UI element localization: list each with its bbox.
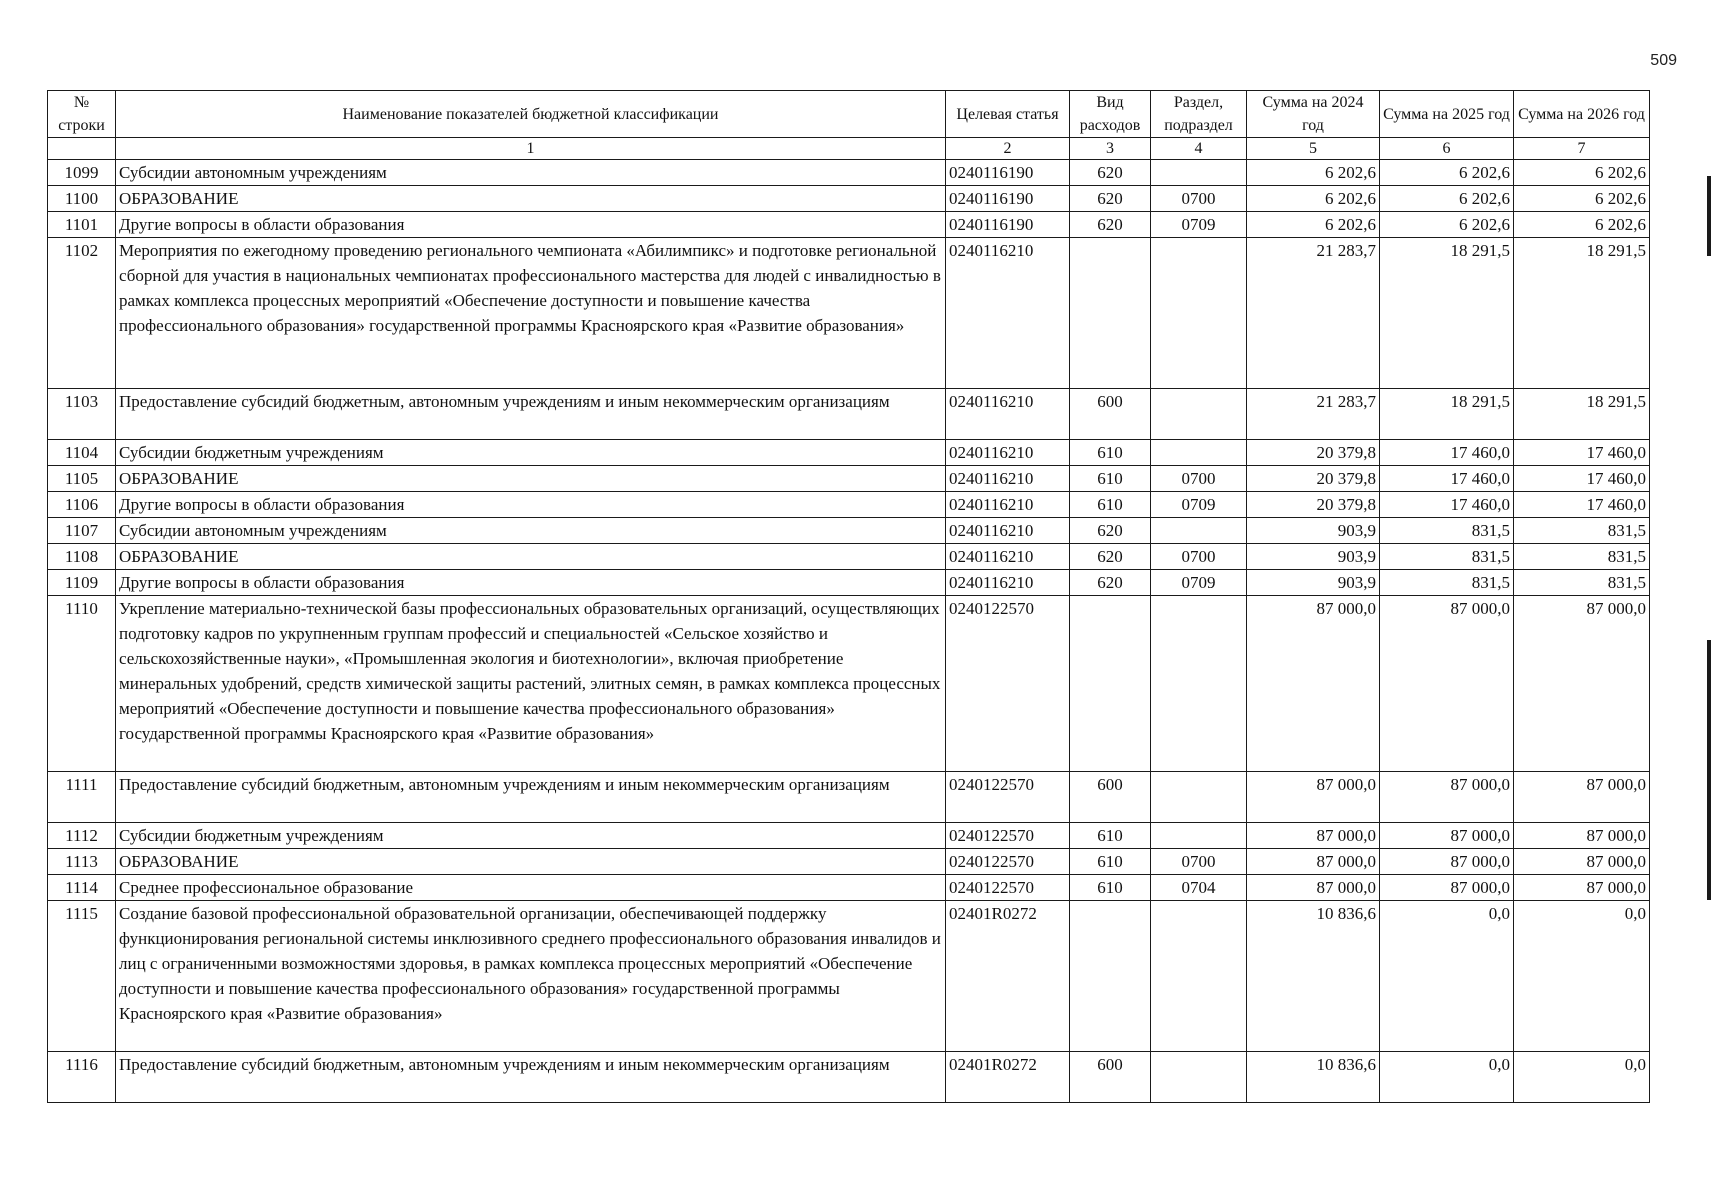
target-article: 0240122570	[946, 596, 1070, 772]
sum-2026: 87 000,0	[1514, 596, 1650, 772]
indicator-name: ОБРАЗОВАНИЕ	[116, 544, 946, 570]
indicator-name: Создание базовой профессиональной образовательной организации, обеспечивающей поддержку функционирования региональной системы инклюзивного среднего профессионального образования инвалидов и лиц с ограниченными возможностями здоровья, в рамках комплекса процессных мероприятий «Обеспечение доступности и повышение качества профессионального образования» государственной программы Красноярского края «Развитие образования»	[116, 901, 946, 1052]
section-subsection: 0704	[1151, 875, 1247, 901]
column-number: 1	[116, 138, 946, 160]
sum-2025: 831,5	[1380, 518, 1514, 544]
section-subsection: 0700	[1151, 186, 1247, 212]
row-number: 1106	[48, 492, 116, 518]
indicator-name: ОБРАЗОВАНИЕ	[116, 186, 946, 212]
header-row	[48, 91, 1650, 138]
section-subsection	[1151, 160, 1247, 186]
row-number: 1099	[48, 160, 116, 186]
table-row	[48, 823, 1650, 849]
sum-2024: 20 379,8	[1247, 440, 1380, 466]
row-number: 1115	[48, 901, 116, 1052]
section-subsection	[1151, 596, 1247, 772]
row-number: 1109	[48, 570, 116, 596]
sum-2024: 6 202,6	[1247, 212, 1380, 238]
target-article: 0240122570	[946, 823, 1070, 849]
sum-2026: 18 291,5	[1514, 389, 1650, 440]
sum-2024: 903,9	[1247, 518, 1380, 544]
indicator-name: Субсидии автономным учреждениям	[116, 518, 946, 544]
sum-2026: 6 202,6	[1514, 212, 1650, 238]
sum-2026: 0,0	[1514, 901, 1650, 1052]
table-row	[48, 596, 1650, 772]
indicator-name: Другие вопросы в области образования	[116, 570, 946, 596]
sum-2025: 18 291,5	[1380, 389, 1514, 440]
sum-2025: 87 000,0	[1380, 823, 1514, 849]
section-subsection: 0709	[1151, 570, 1247, 596]
sum-2024: 20 379,8	[1247, 492, 1380, 518]
table-row	[48, 544, 1650, 570]
column-number: 4	[1151, 138, 1247, 160]
column-number: 7	[1514, 138, 1650, 160]
sum-2026: 87 000,0	[1514, 823, 1650, 849]
target-article: 0240122570	[946, 849, 1070, 875]
target-article: 02401R0272	[946, 901, 1070, 1052]
page-number: 509	[1650, 52, 1677, 69]
sum-2025: 17 460,0	[1380, 492, 1514, 518]
header-name: Наименование показателей бюджетной классификации	[116, 91, 946, 138]
sum-2024: 903,9	[1247, 570, 1380, 596]
section-subsection: 0709	[1151, 212, 1247, 238]
target-article: 0240116210	[946, 492, 1070, 518]
target-article: 0240116190	[946, 212, 1070, 238]
expense-type: 620	[1070, 570, 1151, 596]
table-row	[48, 238, 1650, 389]
table-row	[48, 875, 1650, 901]
sum-2026: 18 291,5	[1514, 238, 1650, 389]
table-row	[48, 440, 1650, 466]
sum-2026: 831,5	[1514, 518, 1650, 544]
row-number: 1114	[48, 875, 116, 901]
column-number-blank	[48, 138, 116, 160]
row-number: 1102	[48, 238, 116, 389]
section-subsection	[1151, 518, 1247, 544]
header-target: Целевая статья	[946, 91, 1070, 138]
sum-2025: 6 202,6	[1380, 186, 1514, 212]
table-body	[48, 160, 1650, 1103]
sum-2025: 17 460,0	[1380, 466, 1514, 492]
target-article: 0240116210	[946, 544, 1070, 570]
sum-2024: 6 202,6	[1247, 186, 1380, 212]
indicator-name: Мероприятия по ежегодному проведению регионального чемпионата «Абилимпикс» и подготовке региональной сборной для участия в национальных чемпионатах профессионального мастерства для людей с инвалидностью в рамках комплекса процессных мероприятий «Обеспечение доступности и повышение качества профессионального образования» государственной программы Красноярского края «Развитие образования»	[116, 238, 946, 389]
sum-2024: 6 202,6	[1247, 160, 1380, 186]
section-subsection	[1151, 823, 1247, 849]
sum-2026: 17 460,0	[1514, 492, 1650, 518]
section-subsection: 0700	[1151, 849, 1247, 875]
table-row	[48, 160, 1650, 186]
section-subsection	[1151, 389, 1247, 440]
section-subsection: 0709	[1151, 492, 1247, 518]
row-number: 1112	[48, 823, 116, 849]
section-subsection	[1151, 901, 1247, 1052]
target-article: 0240116210	[946, 238, 1070, 389]
table-row	[48, 186, 1650, 212]
sum-2025: 0,0	[1380, 901, 1514, 1052]
indicator-name: Субсидии бюджетным учреждениям	[116, 823, 946, 849]
expense-type	[1070, 596, 1151, 772]
sum-2024: 87 000,0	[1247, 596, 1380, 772]
column-number: 6	[1380, 138, 1514, 160]
column-number: 2	[946, 138, 1070, 160]
sum-2026: 6 202,6	[1514, 160, 1650, 186]
table-row	[48, 570, 1650, 596]
indicator-name: ОБРАЗОВАНИЕ	[116, 849, 946, 875]
target-article: 0240116210	[946, 466, 1070, 492]
sum-2025: 18 291,5	[1380, 238, 1514, 389]
sum-2026: 831,5	[1514, 544, 1650, 570]
indicator-name: Среднее профессиональное образование	[116, 875, 946, 901]
indicator-name: Предоставление субсидий бюджетным, автономным учреждениям и иным некоммерческим организациям	[116, 389, 946, 440]
target-article: 0240116190	[946, 160, 1070, 186]
sum-2025: 87 000,0	[1380, 772, 1514, 823]
sum-2026: 831,5	[1514, 570, 1650, 596]
sum-2024: 21 283,7	[1247, 238, 1380, 389]
indicator-name: Укрепление материально-технической базы профессиональных образовательных организаций, осуществляющих подготовку кадров по укрупненным группам профессий и специальностей «Сельское хозяйство и сельскохозяйственные науки», «Промышленная экология и биотехнологии», включая приобретение минеральных удобрений, средств химической защиты растений, элитных семян, в рамках комплекса процессных мероприятий «Обеспечение доступности и повышение качества профессионального образования» государственной программы Красноярского края «Развитие образования»	[116, 596, 946, 772]
target-article: 0240116210	[946, 570, 1070, 596]
sum-2024: 10 836,6	[1247, 901, 1380, 1052]
row-number: 1110	[48, 596, 116, 772]
section-subsection	[1151, 772, 1247, 823]
table-row	[48, 849, 1650, 875]
table-row	[48, 492, 1650, 518]
sum-2025: 6 202,6	[1380, 212, 1514, 238]
target-article: 02401R0272	[946, 1052, 1070, 1103]
sum-2024: 21 283,7	[1247, 389, 1380, 440]
indicator-name: Субсидии бюджетным учреждениям	[116, 440, 946, 466]
target-article: 0240116210	[946, 440, 1070, 466]
expense-type: 620	[1070, 518, 1151, 544]
header-sum-2025: Сумма на 2025 год	[1380, 91, 1514, 138]
target-article: 0240122570	[946, 772, 1070, 823]
indicator-name: Субсидии автономным учреждениям	[116, 160, 946, 186]
section-subsection	[1151, 1052, 1247, 1103]
target-article: 0240116210	[946, 389, 1070, 440]
expense-type: 600	[1070, 1052, 1151, 1103]
section-subsection: 0700	[1151, 544, 1247, 570]
row-number: 1107	[48, 518, 116, 544]
sum-2025: 831,5	[1380, 570, 1514, 596]
header-row-no: № строки	[48, 91, 116, 138]
indicator-name: Предоставление субсидий бюджетным, автономным учреждениям и иным некоммерческим организациям	[116, 772, 946, 823]
table-row	[48, 772, 1650, 823]
expense-type: 610	[1070, 466, 1151, 492]
sum-2026: 87 000,0	[1514, 875, 1650, 901]
expense-type: 610	[1070, 440, 1151, 466]
row-number: 1113	[48, 849, 116, 875]
indicator-name: Другие вопросы в области образования	[116, 492, 946, 518]
sum-2026: 17 460,0	[1514, 466, 1650, 492]
row-number: 1101	[48, 212, 116, 238]
sum-2025: 87 000,0	[1380, 875, 1514, 901]
row-number: 1104	[48, 440, 116, 466]
table-row	[48, 1052, 1650, 1103]
sum-2026: 87 000,0	[1514, 849, 1650, 875]
sum-2025: 6 202,6	[1380, 160, 1514, 186]
expense-type: 600	[1070, 389, 1151, 440]
table-row	[48, 466, 1650, 492]
sum-2025: 0,0	[1380, 1052, 1514, 1103]
sum-2024: 87 000,0	[1247, 823, 1380, 849]
expense-type	[1070, 901, 1151, 1052]
row-number: 1111	[48, 772, 116, 823]
scan-edge-mark	[1707, 176, 1711, 256]
section-subsection	[1151, 440, 1247, 466]
target-article: 0240116190	[946, 186, 1070, 212]
expense-type: 610	[1070, 875, 1151, 901]
sum-2024: 87 000,0	[1247, 772, 1380, 823]
sum-2024: 87 000,0	[1247, 849, 1380, 875]
expense-type: 620	[1070, 544, 1151, 570]
expense-type: 620	[1070, 212, 1151, 238]
section-subsection	[1151, 238, 1247, 389]
expense-type: 610	[1070, 492, 1151, 518]
sum-2025: 831,5	[1380, 544, 1514, 570]
target-article: 0240116210	[946, 518, 1070, 544]
column-number-row	[48, 138, 1650, 160]
sum-2025: 87 000,0	[1380, 849, 1514, 875]
header-sum-2024: Сумма на 2024 год	[1247, 91, 1380, 138]
expense-type: 600	[1070, 772, 1151, 823]
header-razdel: Раздел, подраздел	[1151, 91, 1247, 138]
section-subsection: 0700	[1151, 466, 1247, 492]
expense-type: 610	[1070, 823, 1151, 849]
row-number: 1108	[48, 544, 116, 570]
expense-type	[1070, 238, 1151, 389]
sum-2026: 87 000,0	[1514, 772, 1650, 823]
table-row	[48, 901, 1650, 1052]
header-sum-2026: Сумма на 2026 год	[1514, 91, 1650, 138]
sum-2026: 17 460,0	[1514, 440, 1650, 466]
target-article: 0240122570	[946, 875, 1070, 901]
indicator-name: Другие вопросы в области образования	[116, 212, 946, 238]
sum-2025: 87 000,0	[1380, 596, 1514, 772]
table-row	[48, 389, 1650, 440]
budget-table	[47, 90, 1650, 1103]
sum-2025: 17 460,0	[1380, 440, 1514, 466]
indicator-name: ОБРАЗОВАНИЕ	[116, 466, 946, 492]
indicator-name: Предоставление субсидий бюджетным, автономным учреждениям и иным некоммерческим организациям	[116, 1052, 946, 1103]
expense-type: 610	[1070, 849, 1151, 875]
sum-2024: 87 000,0	[1247, 875, 1380, 901]
sum-2024: 20 379,8	[1247, 466, 1380, 492]
table-row	[48, 518, 1650, 544]
expense-type: 620	[1070, 160, 1151, 186]
sum-2024: 903,9	[1247, 544, 1380, 570]
sum-2026: 6 202,6	[1514, 186, 1650, 212]
column-number: 5	[1247, 138, 1380, 160]
row-number: 1103	[48, 389, 116, 440]
row-number: 1105	[48, 466, 116, 492]
scan-edge-mark	[1707, 640, 1711, 900]
sum-2026: 0,0	[1514, 1052, 1650, 1103]
expense-type: 620	[1070, 186, 1151, 212]
header-vid: Вид расходов	[1070, 91, 1151, 138]
row-number: 1116	[48, 1052, 116, 1103]
column-number: 3	[1070, 138, 1151, 160]
sum-2024: 10 836,6	[1247, 1052, 1380, 1103]
table-row	[48, 212, 1650, 238]
row-number: 1100	[48, 186, 116, 212]
